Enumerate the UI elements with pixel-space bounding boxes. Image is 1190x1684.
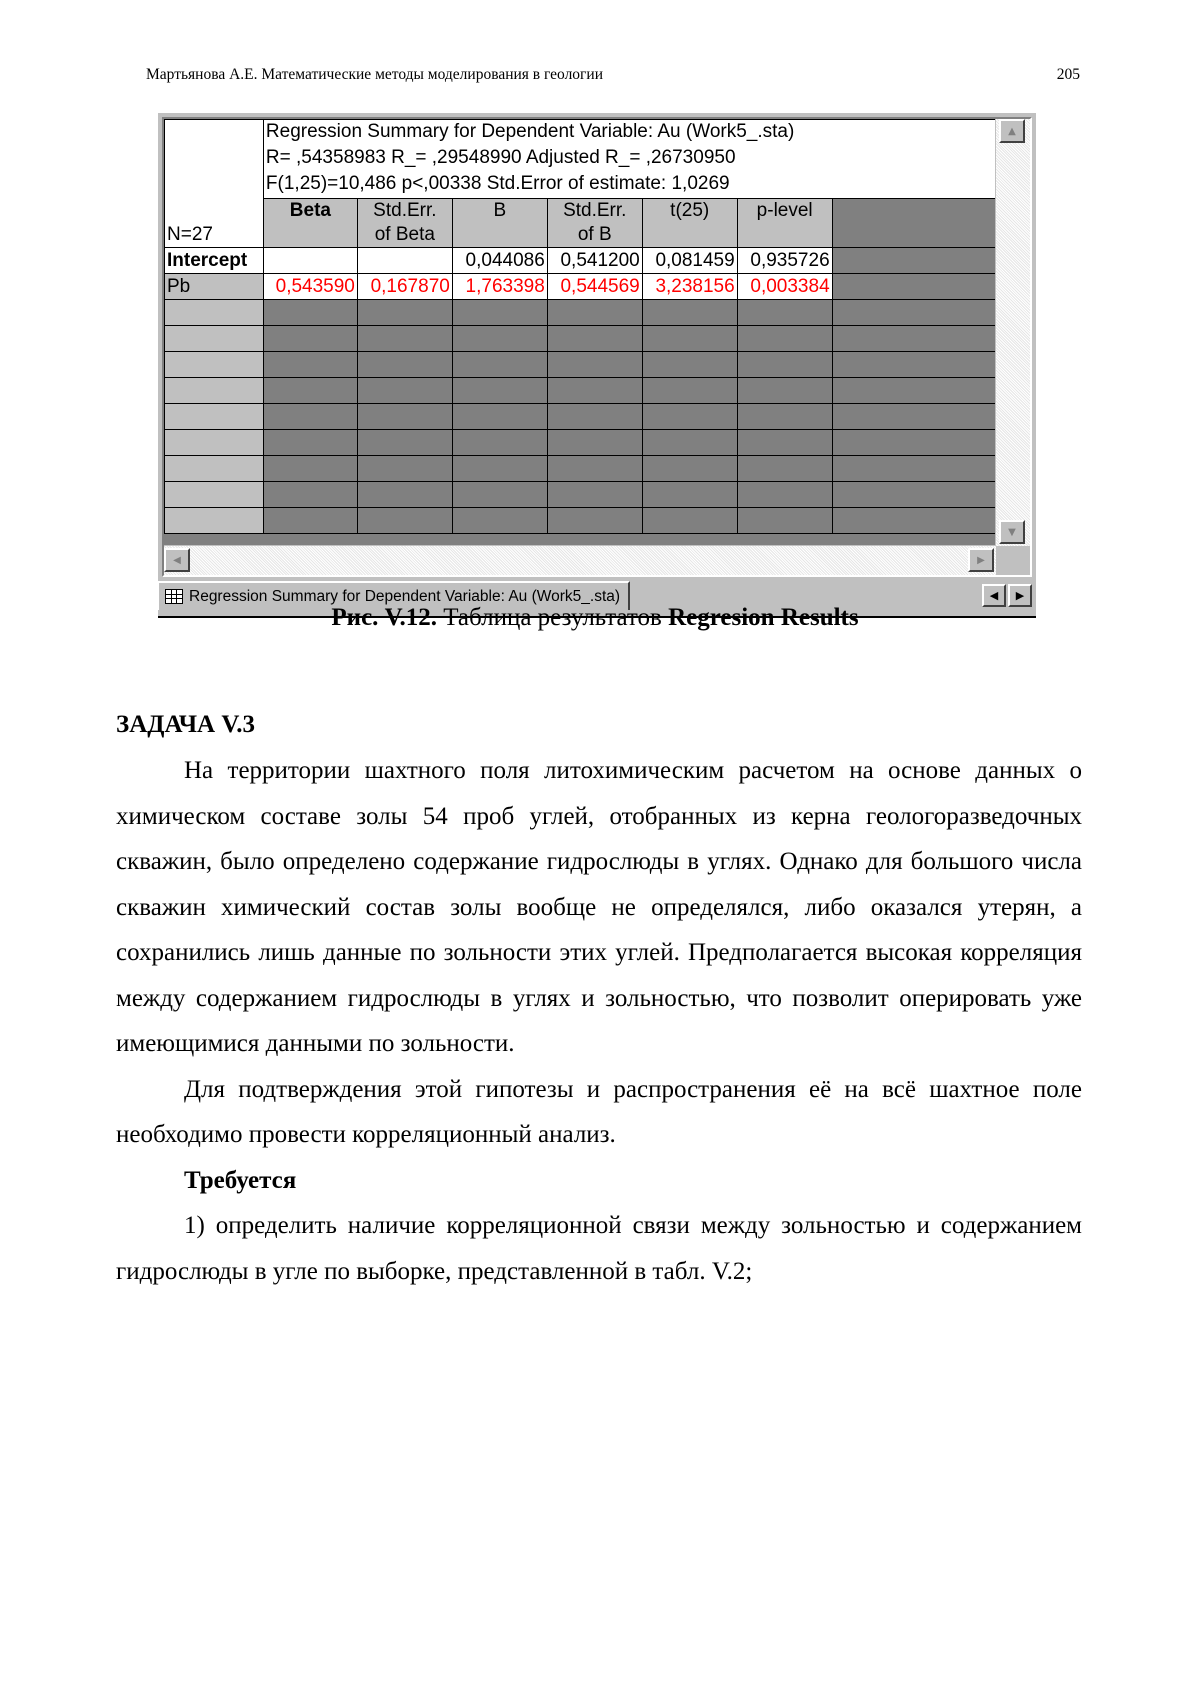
column-header-line: p-level	[756, 200, 813, 221]
empty-cell	[737, 482, 832, 508]
table-cell[interactable]: 0,541200	[547, 248, 642, 274]
scroll-down-button[interactable]	[999, 520, 1025, 544]
summary-line: Regression Summary for Dependent Variable: Au (Work5_.sta)	[265, 121, 795, 142]
empty-cell	[832, 274, 995, 300]
empty-cell	[547, 456, 642, 482]
column-header[interactable]	[263, 199, 357, 248]
empty-cell	[737, 378, 832, 404]
empty-cell	[263, 326, 357, 352]
caption-suffix: Regresion Results	[668, 604, 859, 631]
empty-cell	[737, 508, 832, 534]
empty-cell	[263, 300, 357, 326]
column-header[interactable]	[357, 199, 452, 248]
column-header-line: Beta	[289, 200, 331, 221]
empty-cell	[165, 326, 264, 352]
empty-cell	[357, 430, 452, 456]
empty-column-header	[832, 199, 995, 248]
empty-cell	[357, 456, 452, 482]
empty-row	[165, 404, 996, 430]
empty-cell	[165, 508, 264, 534]
task-body	[116, 748, 1082, 1294]
empty-cell	[832, 430, 995, 456]
empty-cell	[737, 456, 832, 482]
empty-rows	[165, 300, 996, 534]
column-header-line: of B	[577, 224, 612, 245]
scroll-left-button[interactable]	[164, 548, 190, 572]
row-header[interactable]: Intercept	[165, 248, 264, 274]
empty-cell	[737, 326, 832, 352]
empty-cell	[642, 404, 737, 430]
empty-cell	[263, 404, 357, 430]
empty-row	[165, 300, 996, 326]
horizontal-scrollbar[interactable]	[164, 545, 996, 575]
empty-cell	[357, 508, 452, 534]
empty-cell	[547, 404, 642, 430]
empty-row	[165, 430, 996, 456]
empty-cell	[452, 482, 547, 508]
required-label: Требуется	[184, 1166, 297, 1194]
running-head	[146, 66, 1080, 84]
empty-cell	[263, 352, 357, 378]
summary-line: F(1,25)=10,486 p<,00338 Std.Error of estimate: 1,0269	[265, 173, 730, 194]
empty-cell	[642, 352, 737, 378]
table-cell[interactable]: 0,044086	[452, 248, 547, 274]
empty-cell	[165, 404, 264, 430]
column-header-line: Std.Err.	[563, 200, 627, 221]
column-header[interactable]	[452, 199, 547, 248]
empty-cell	[832, 326, 995, 352]
task-title: ЗАДАЧА V.3	[116, 711, 255, 738]
empty-cell	[642, 482, 737, 508]
empty-cell	[357, 352, 452, 378]
empty-cell	[165, 482, 264, 508]
empty-cell	[263, 482, 357, 508]
table-cell-highlighted[interactable]: 3,238156	[642, 274, 737, 300]
empty-cell	[547, 326, 642, 352]
column-header-line: B	[493, 200, 507, 221]
column-header[interactable]	[642, 199, 737, 248]
empty-cell	[452, 508, 547, 534]
empty-row	[165, 352, 996, 378]
scroll-up-button[interactable]	[999, 119, 1025, 143]
paragraph: Для подтверждения этой гипотезы и распространения её на всё шахтное поле необходимо провести корреляционный анализ.	[116, 1075, 1082, 1148]
empty-cell	[263, 430, 357, 456]
empty-cell	[832, 352, 995, 378]
caption-middle: Таблица результатов	[437, 604, 669, 631]
page-number: 205	[1056, 66, 1080, 83]
empty-cell	[642, 326, 737, 352]
empty-cell	[737, 430, 832, 456]
results-grid	[164, 119, 996, 546]
regression-table	[164, 119, 996, 534]
arrow-right-icon: ▶	[977, 554, 985, 566]
column-header[interactable]	[737, 199, 832, 248]
empty-cell	[452, 378, 547, 404]
arrow-left-icon: ◀	[173, 554, 181, 566]
table-row	[165, 248, 996, 274]
table-cell[interactable]: 0,081459	[642, 248, 737, 274]
spreadsheet-window	[158, 113, 1036, 618]
table-cell[interactable]	[357, 248, 452, 274]
scroll-right-button[interactable]	[968, 548, 994, 572]
table-cell-highlighted[interactable]: 1,763398	[452, 274, 547, 300]
n-cell	[165, 120, 264, 248]
empty-cell	[547, 300, 642, 326]
empty-cell	[452, 430, 547, 456]
table-cell[interactable]: 0,935726	[737, 248, 832, 274]
list-item: 1) определить наличие корреляционной связи между зольностью и содержанием гидрослюды в угле по выборке, представленной в табл. V.2;	[116, 1212, 1082, 1285]
empty-cell	[452, 326, 547, 352]
summary-line: R= ,54358983 R_= ,29548990 Adjusted R_= ,26730950	[265, 147, 736, 168]
empty-cell	[452, 352, 547, 378]
table-row	[165, 274, 996, 300]
empty-cell	[832, 456, 995, 482]
sheet-tab-label: Regression Summary for Dependent Variable: Au (Work5_.sta)	[189, 587, 621, 605]
empty-cell	[357, 378, 452, 404]
empty-row	[165, 326, 996, 352]
paragraph: На территории шахтного поля литохимическим расчетом на основе данных о химическом составе золы 54 проб углей, отобранных из керна геологоразведочных скважин, было определено содержание гидрослюды в углях. Однако для большого числа скважин химический состав золы вообще не определялся, либо оказался утерян, а сохранились лишь данные по зольности этих углей. Предполагается высокая корреляция между содержанием гидрослюды в углях и зольностью, что позволит оперировать уже имеющимися данными по зольности.	[116, 757, 1082, 1057]
table-cell-selected[interactable]	[263, 248, 357, 274]
empty-cell	[547, 378, 642, 404]
empty-cell	[263, 456, 357, 482]
empty-cell	[737, 352, 832, 378]
empty-cell	[642, 378, 737, 404]
spreadsheet-icon	[165, 589, 183, 604]
empty-cell	[165, 430, 264, 456]
empty-cell	[832, 378, 995, 404]
empty-cell	[642, 300, 737, 326]
arrow-right-icon: ▶	[1015, 589, 1025, 602]
empty-cell	[357, 300, 452, 326]
arrow-up-icon: ▲	[1008, 125, 1016, 137]
column-header-line: t(25)	[670, 200, 710, 221]
column-header-line: Std.Err.	[373, 200, 437, 221]
empty-cell	[357, 404, 452, 430]
empty-cell	[263, 378, 357, 404]
empty-cell	[357, 482, 452, 508]
n-label: N=27	[167, 224, 213, 245]
table-cell-highlighted[interactable]: 0,543590	[263, 274, 357, 300]
scrollbar-corner	[996, 546, 1030, 575]
table-cell-highlighted[interactable]: 0,003384	[737, 274, 832, 300]
row-header[interactable]: Pb	[165, 274, 264, 300]
table-cell-highlighted[interactable]: 0,544569	[547, 274, 642, 300]
column-header[interactable]	[547, 199, 642, 248]
empty-cell	[832, 508, 995, 534]
empty-cell	[165, 300, 264, 326]
empty-cell	[452, 456, 547, 482]
empty-cell	[642, 508, 737, 534]
column-header-line: of Beta	[374, 224, 435, 245]
vertical-scrollbar[interactable]	[995, 119, 1030, 546]
empty-cell	[547, 352, 642, 378]
figure-caption	[0, 604, 1190, 632]
summary-header	[263, 120, 995, 199]
caption-prefix: Рис. V.12.	[331, 604, 437, 631]
empty-cell	[642, 430, 737, 456]
empty-row	[165, 456, 996, 482]
empty-cell	[832, 248, 995, 274]
empty-row	[165, 508, 996, 534]
empty-row	[165, 378, 996, 404]
empty-cell	[452, 404, 547, 430]
empty-cell	[832, 404, 995, 430]
empty-cell	[547, 430, 642, 456]
empty-cell	[737, 404, 832, 430]
empty-cell	[547, 508, 642, 534]
empty-cell	[737, 300, 832, 326]
empty-cell	[263, 508, 357, 534]
spreadsheet-frame	[162, 117, 1032, 577]
arrow-down-icon: ▼	[1008, 526, 1016, 538]
empty-cell	[547, 482, 642, 508]
empty-row	[165, 482, 996, 508]
empty-cell	[165, 456, 264, 482]
empty-cell	[357, 326, 452, 352]
arrow-left-icon: ◀	[989, 589, 999, 602]
empty-cell	[452, 300, 547, 326]
empty-cell	[832, 300, 995, 326]
empty-cell	[642, 456, 737, 482]
table-cell-highlighted[interactable]: 0,167870	[357, 274, 452, 300]
empty-cell	[165, 352, 264, 378]
running-title: Мартьянова А.Е. Математические методы моделирования в геологии	[146, 66, 604, 83]
empty-cell	[165, 378, 264, 404]
empty-cell	[832, 482, 995, 508]
